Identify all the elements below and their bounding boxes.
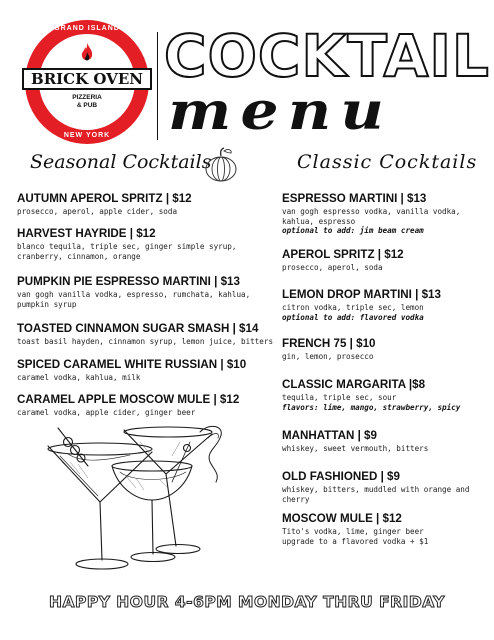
- item-price: | $12: [376, 512, 402, 525]
- item-description: Tito's vodka, lime, ginger beer upgrade to a flavored vodka + $1: [282, 527, 429, 546]
- item-note: optional to add: flavored vodka: [282, 312, 424, 322]
- item-price: | $14: [232, 322, 259, 335]
- item-description: tequila, triple sec, sour: [282, 393, 397, 402]
- flame-icon: [79, 42, 95, 64]
- menu-item: [17, 192, 279, 217]
- item-name: CLASSIC MARGARITA: [282, 378, 406, 391]
- item-description: prosecco, aperol, soda: [282, 263, 383, 272]
- item-price: | $13: [415, 288, 441, 301]
- menu-item: [17, 227, 279, 261]
- item-description: citron vodka, triple sec, lemon: [282, 303, 424, 312]
- item-name: AUTUMN APEROL SPRITZ: [17, 192, 163, 205]
- menu-item: [282, 512, 488, 546]
- item-name: CARAMEL APPLE MOSCOW MULE: [17, 393, 211, 406]
- item-name: PUMPKIN PIE ESPRESSO MARTINI: [17, 275, 211, 288]
- cocktail-glasses-illustration: [40, 422, 230, 580]
- item-name: MANHATTAN: [282, 429, 355, 442]
- item-description: blanco tequila, triple sec, ginger simple syrup, cranberry, cinnamon, orange: [17, 242, 237, 261]
- item-name: APEROL SPRITZ: [282, 248, 375, 261]
- menu-item: [17, 393, 279, 418]
- item-price: | $12: [165, 192, 192, 205]
- logo-bottom-text: NEW YORK: [63, 132, 111, 139]
- item-note: optional to add: jim beam cream: [282, 226, 424, 236]
- item-name: TOASTED CINNAMON SUGAR SMASH: [17, 322, 230, 335]
- item-price: | $12: [377, 248, 404, 261]
- item-name: SPICED CARAMEL WHITE RUSSIAN: [17, 358, 218, 371]
- item-price: | $12: [129, 227, 156, 240]
- item-price: | $10: [220, 358, 247, 371]
- logo-top-text: GRAND ISLAND: [54, 25, 120, 32]
- item-description: van gogh vanilla vodka, espresso, rumchata, kahlua, pumpkin syrup: [17, 290, 251, 309]
- menu-item: [282, 378, 488, 412]
- menu-item: [17, 322, 279, 347]
- item-price: | $9: [357, 429, 377, 442]
- brand-logo: [25, 20, 149, 144]
- item-name: LEMON DROP MARTINI: [282, 288, 412, 301]
- logo-sub-line1: PIZZERIA: [72, 94, 102, 101]
- menu-item: [282, 192, 488, 236]
- item-description: van gogh espresso vodka, vanilla vodka, kahlua, espresso: [282, 207, 461, 226]
- menu-item: [17, 358, 279, 383]
- item-price: |$8: [408, 378, 426, 391]
- logo-sub-line2: & PUB: [76, 102, 98, 109]
- item-description: caramel vodka, apple cider, ginger beer: [17, 408, 196, 417]
- item-note: flavors: lime, mango, strawberry, spicy: [282, 402, 461, 412]
- item-description: toast basil hayden, cinnamon syrup, lemon juice, bitters: [17, 337, 274, 346]
- item-description: whiskey, bitters, muddled with orange and cherry: [282, 485, 470, 504]
- page-title: COCKTAIL: [164, 22, 490, 90]
- happy-hour-banner: HAPPY HOUR 4-6PM MONDAY THRU FRIDAY: [49, 593, 445, 611]
- header-divider: [157, 32, 158, 140]
- pumpkin-icon: [204, 147, 238, 183]
- item-description: gin, lemon, prosecco: [282, 352, 374, 361]
- page-subtitle: menu: [168, 81, 394, 142]
- logo-brand-name: BRICK OVEN: [22, 68, 152, 90]
- item-price: | $10: [349, 337, 376, 350]
- logo-subtitle: [25, 94, 149, 110]
- item-description: caramel vodka, kahlua, milk: [17, 373, 141, 382]
- menu-item: [282, 470, 488, 504]
- menu-item: [17, 275, 279, 309]
- item-price: | $13: [400, 192, 427, 205]
- classic-section-title: Classic Cocktails: [297, 151, 478, 173]
- menu-item: [282, 248, 488, 273]
- seasonal-section-title: Seasonal Cocktails: [30, 151, 212, 173]
- item-description: prosecco, aperol, apple cider, soda: [17, 207, 178, 216]
- menu-item: [282, 288, 488, 322]
- item-name: ESPRESSO MARTINI: [282, 192, 398, 205]
- item-name: MOSCOW MULE: [282, 512, 373, 525]
- item-description: whiskey, sweet vermouth, bitters: [282, 444, 429, 453]
- item-price: | $12: [213, 393, 240, 406]
- item-name: FRENCH 75: [282, 337, 347, 350]
- item-price: | $9: [380, 470, 400, 483]
- item-price: | $13: [214, 275, 240, 288]
- menu-item: [282, 429, 488, 454]
- menu-item: [282, 337, 488, 362]
- item-name: HARVEST HAYRIDE: [17, 227, 127, 240]
- item-name: OLD FASHIONED: [282, 470, 378, 483]
